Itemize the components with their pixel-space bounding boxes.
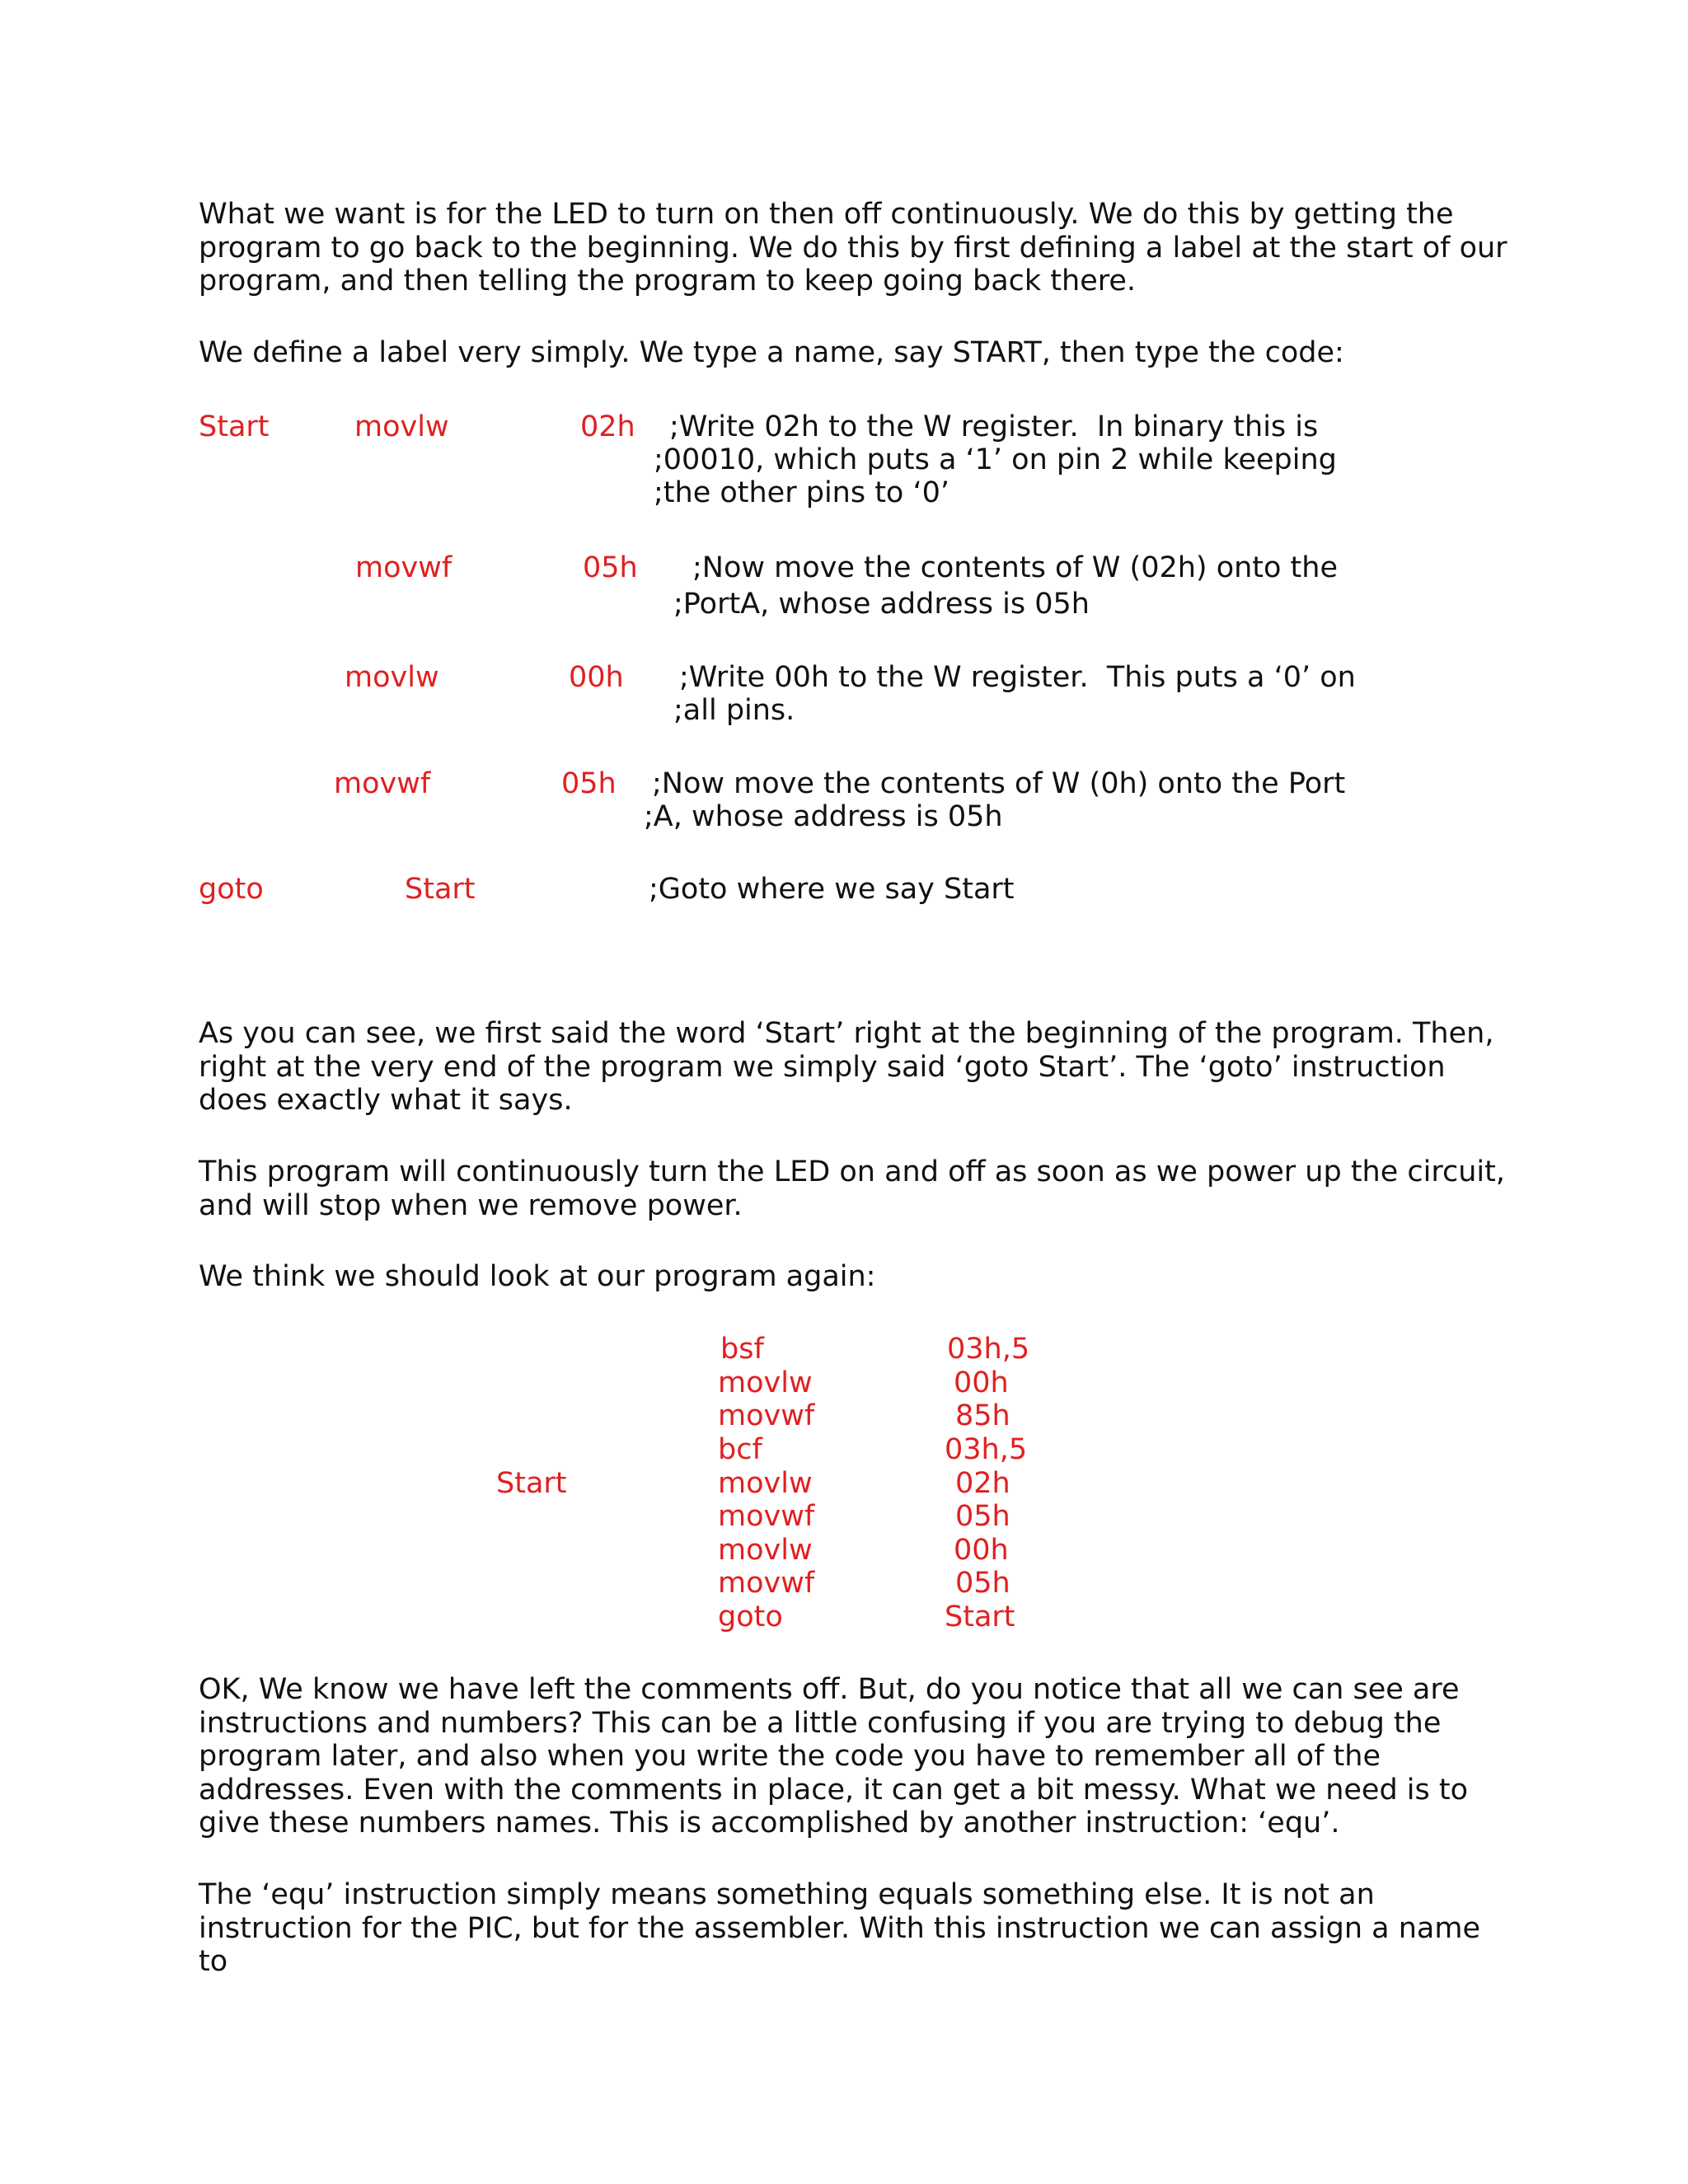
equ-paragraph	[199, 1878, 1517, 1979]
code-operand: 00h	[954, 1366, 1009, 1399]
paragraph-text: The ‘equ’ instruction simply means something equals something else. It is not an instruction for the PIC, but for the assembler. With this instruction we can assign a name to	[199, 1878, 1481, 1978]
paragraph-text: We define a label very simply. We type a name, say START, then type the code:	[199, 336, 1344, 369]
code-comment: ;Write 00h to the W register. This puts a ‘0’ on	[679, 661, 1356, 694]
code-comment: ;Write 02h to the W register. In binary this is	[669, 410, 1319, 443]
code-opcode: movlw	[718, 1534, 813, 1567]
intro-paragraph	[199, 198, 1517, 298]
code-opcode: movlw	[718, 1366, 813, 1399]
code-opcode: movwf	[718, 1399, 815, 1432]
code-operand: Start	[945, 1601, 1015, 1633]
code-operand: 85h	[955, 1399, 1010, 1432]
code-opcode: bsf	[720, 1333, 764, 1366]
program-again-paragraph	[199, 1260, 1517, 1294]
code-opcode: movwf	[334, 767, 431, 800]
code-operand: 03h,5	[947, 1333, 1030, 1366]
code-operand: 00h	[954, 1534, 1009, 1567]
code-comment: ;the other pins to ‘0’	[654, 476, 950, 509]
code-opcode: movlw	[354, 410, 449, 443]
code-opcode: movwf	[718, 1500, 815, 1533]
paragraph-text: What we want is for the LED to turn on then off continuously. We do this by getting the program to go back to the beginning. We do this by first defining a label at the start of our program, and then telling the program to keep going back there.	[199, 198, 1507, 298]
code-comment: ;A, whose address is 05h	[644, 800, 1003, 833]
label-definition-paragraph	[199, 336, 1517, 370]
code-operand: 02h	[955, 1467, 1010, 1500]
code-operand: 03h,5	[945, 1433, 1028, 1466]
code-operand: 05h	[561, 767, 617, 800]
loop-behavior-paragraph	[199, 1155, 1517, 1222]
code-comment: ;PortA, whose address is 05h	[673, 588, 1090, 621]
code-operand: 05h	[955, 1500, 1010, 1533]
code-operand: 02h	[580, 410, 635, 443]
code-goto-instruction: goto	[199, 873, 264, 906]
code-operand: 05h	[583, 551, 638, 584]
paragraph-text: We think we should look at our program again:	[199, 1260, 876, 1293]
code-label: Start	[496, 1467, 567, 1500]
code-opcode: goto	[718, 1601, 783, 1633]
code-opcode: movlw	[718, 1467, 813, 1500]
code-operand: 00h	[569, 661, 624, 694]
code-opcode: bcf	[718, 1433, 762, 1466]
paragraph-text: As you can see, we first said the word ‘Start’ right at the beginning of the program. Then, right at the very end of the program we simply said ‘goto Start’. The ‘goto’ instruction does exactly what it says.	[199, 1017, 1494, 1117]
comments-off-paragraph	[199, 1673, 1517, 1840]
code-opcode: movwf	[718, 1567, 815, 1600]
paragraph-text: OK, We know we have left the comments off. But, do you notice that all we can see are instructions and numbers? This can be a little confusing if you are trying to debug the program later, and also when you write the code you have to remember all of the addresses. Even with the comments in place, it can get a bit messy. What we need is to give these numbers names. This is accomplished by another instruction: ‘equ’.	[199, 1673, 1469, 1840]
code-comment: ;all pins.	[673, 694, 795, 727]
code-opcode: movwf	[355, 551, 452, 584]
code-label: Start	[199, 410, 270, 443]
code-comment: ;00010, which puts a ‘1’ on pin 2 while keeping	[654, 443, 1337, 476]
code-opcode: movlw	[345, 661, 439, 694]
paragraph-text: This program will continuously turn the LED on and off as soon as we power up the circuit, and will stop when we remove power.	[199, 1155, 1505, 1222]
code-comment: ;Now move the contents of W (0h) onto the Port	[652, 767, 1346, 800]
code-operand: Start	[405, 873, 476, 906]
code-operand: 05h	[955, 1567, 1010, 1600]
code-comment: ;Now move the contents of W (02h) onto the	[692, 551, 1338, 584]
explanation-paragraph	[199, 1017, 1517, 1118]
code-comment: ;Goto where we say Start	[649, 873, 1015, 906]
